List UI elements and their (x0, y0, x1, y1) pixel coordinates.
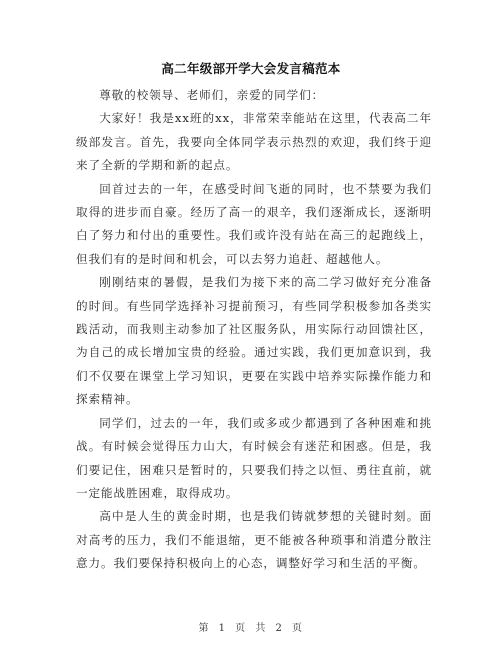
body-paragraph: 高中是人生的黄金时期，也是我们铸就梦想的关键时刻。面对高考的压力，我们不能退缩，更不能被各种琐事和消遣分散注意力。我们要保持积极向上的心态，调整好学习和生活的平衡。 (76, 509, 432, 571)
document-title: 高二年级部开学大会发言稿范本 (161, 61, 341, 76)
body-paragraph: 刚刚结束的暑假，是我们为接下来的高二学习做好充分准备的时间。有些同学选择补习提前预习，有些同学积极参加各类实践活动，而我则主动参加了社区服务队，用实际行动回馈社区，为自己的成长增加宝贵的经验。通过实践，我们更加意识到，我们不仅要在课堂上学习知识，更要在实践中培养实际操作能力和探索精神。 (76, 275, 432, 407)
document-body (76, 84, 432, 576)
body-paragraph: 回首过去的一年，在感受时间飞逝的同时，也不禁要为我们取得的进步而自豪。经历了高一的艰辛，我们逐渐成长，逐渐明白了努力和付出的重要性。我们或许没有站在高三的起跑线上，但我们有的是时间和机会，可以去努力追赶、超越他人。 (76, 181, 432, 266)
body-paragraph: 同学们，过去的一年，我们或多或少都遇到了各种困难和挑战。有时候会觉得压力山大，有时候会有迷茫和困惑。但是，我们要记住，困难只是暂时的，只要我们持之以恒、勇往直前，就一定能战胜困难，取得成功。 (76, 415, 432, 500)
page-number-footer: 第 1 页 共 2 页 (198, 623, 304, 634)
salutation-paragraph: 尊敬的校领导、老师们，亲爱的同学们： (99, 88, 325, 102)
body-paragraph: 大家好！我是xx班的xx，非常荣幸能站在这里，代表高二年级部发言。首先，我要向全体同学表示热烈的欢迎，我们终于迎来了全新的学期和新的起点。 (76, 111, 432, 173)
